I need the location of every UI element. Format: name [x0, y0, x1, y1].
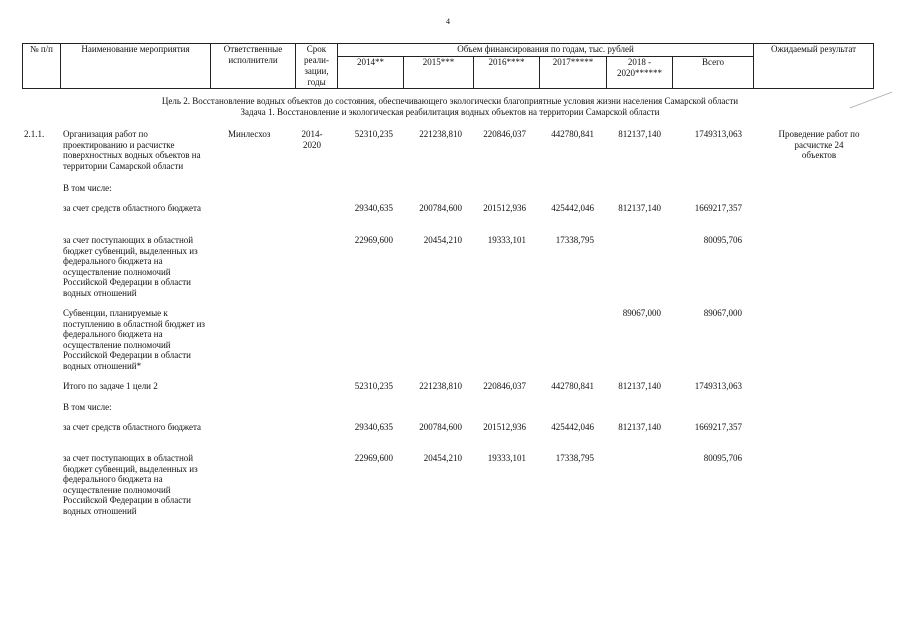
- value-2015: 20454,210: [423, 235, 462, 245]
- col-resp-header: Ответственные исполнители: [211, 44, 296, 89]
- responsible-executor: Минлесхоз: [228, 129, 271, 139]
- value-2018-2020: 89067,000: [622, 308, 661, 318]
- value-2015: 221238,810: [419, 381, 462, 391]
- value-2017: 17338,795: [555, 453, 594, 463]
- federal-subventions-label: за счет поступающих в областной бюджет субвенций, выделенных из федерального бюджета на осуществление полномочий Российской Федерации в области водных отношений: [63, 235, 198, 298]
- total-header: Всего: [673, 56, 754, 88]
- task-total-label: Итого по задаче 1 цели 2: [63, 381, 158, 391]
- year-2014-header: 2014**: [338, 56, 404, 88]
- value-total: 80095,706: [703, 235, 742, 245]
- row-number: 2.1.1.: [24, 129, 45, 139]
- col-num-header: № п/п: [23, 44, 61, 89]
- value-2016: 201512,936: [483, 422, 526, 432]
- including-label: В том числе:: [63, 402, 112, 412]
- value-2017: 442780,841: [551, 129, 594, 139]
- value-total: 1669217,357: [694, 422, 742, 432]
- value-2014: 22969,600: [354, 453, 393, 463]
- implementation-term: 2014-2020: [301, 129, 323, 150]
- value-2018-2020: 812137,140: [618, 203, 661, 213]
- year-2018-2020-header: 2018 - 2020******: [607, 56, 673, 88]
- col-funding-header: Объем финансирования по годам, тыс. рублей: [338, 44, 754, 57]
- value-2016: 220846,037: [483, 129, 526, 139]
- including-label: В том числе:: [63, 183, 112, 193]
- value-2018-2020: 812137,140: [618, 381, 661, 391]
- value-2018-2020: 812137,140: [618, 422, 661, 432]
- regional-budget-label: за счет средств областного бюджета: [63, 203, 202, 213]
- value-2018-2020: 812137,140: [618, 129, 661, 139]
- goal-heading: Цель 2. Восстановление водных объектов до состояния, обеспечивающего экологически благоприятные условия жизни населения Самарской области: [161, 96, 739, 106]
- year-2016-header: 2016****: [474, 56, 540, 88]
- value-total: 1669217,357: [694, 203, 742, 213]
- value-2015: 221238,810: [419, 129, 462, 139]
- value-2014: 52310,235: [354, 381, 393, 391]
- value-2016: 220846,037: [483, 381, 526, 391]
- col-result-header: Ожидаемый результат: [754, 44, 874, 89]
- value-2016: 19333,101: [487, 235, 526, 245]
- year-2017-header: 2017*****: [540, 56, 607, 88]
- year-2015-header: 2015***: [404, 56, 474, 88]
- regional-budget-label: за счет средств областного бюджета: [63, 422, 202, 432]
- value-total: 80095,706: [703, 453, 742, 463]
- col-name-header: Наименование мероприятия: [61, 44, 211, 89]
- col-term-header: Срок реали-зации, годы: [296, 44, 338, 89]
- page-number: 4: [446, 17, 450, 26]
- value-total: 1749313,063: [694, 381, 742, 391]
- value-2014: 22969,600: [354, 235, 393, 245]
- federal-subventions-label: за счет поступающих в областной бюджет субвенций, выделенных из федерального бюджета на осуществление полномочий Российской Федерации в области водных отношений: [63, 453, 198, 516]
- value-2016: 201512,936: [483, 203, 526, 213]
- expected-result: Проведение работ по расчистке 24 объектов: [778, 129, 860, 160]
- value-2015: 200784,600: [419, 203, 462, 213]
- task-heading: Задача 1. Восстановление и экологическая реабилитация водных объектов на территории Самарской области: [240, 107, 660, 117]
- value-total: 89067,000: [703, 308, 742, 318]
- value-2015: 20454,210: [423, 453, 462, 463]
- value-2017: 17338,795: [555, 235, 594, 245]
- value-2016: 19333,101: [487, 453, 526, 463]
- value-2017: 442780,841: [551, 381, 594, 391]
- value-2014: 29340,635: [354, 203, 393, 213]
- value-2014: 52310,235: [354, 129, 393, 139]
- planned-subventions-label: Субвенции, планируемые к поступлению в областной бюджет из федерального бюджета на осуществление полномочий Российской Федерации в области водных отношений*: [63, 308, 205, 371]
- value-2015: 200784,600: [419, 422, 462, 432]
- activity-name: Организация работ по проектированию и расчистке поверхностных водных объектов на территории Самарской области: [63, 129, 201, 171]
- value-total: 1749313,063: [694, 129, 742, 139]
- value-2017: 425442,046: [551, 203, 594, 213]
- value-2014: 29340,635: [354, 422, 393, 432]
- value-2017: 425442,046: [551, 422, 594, 432]
